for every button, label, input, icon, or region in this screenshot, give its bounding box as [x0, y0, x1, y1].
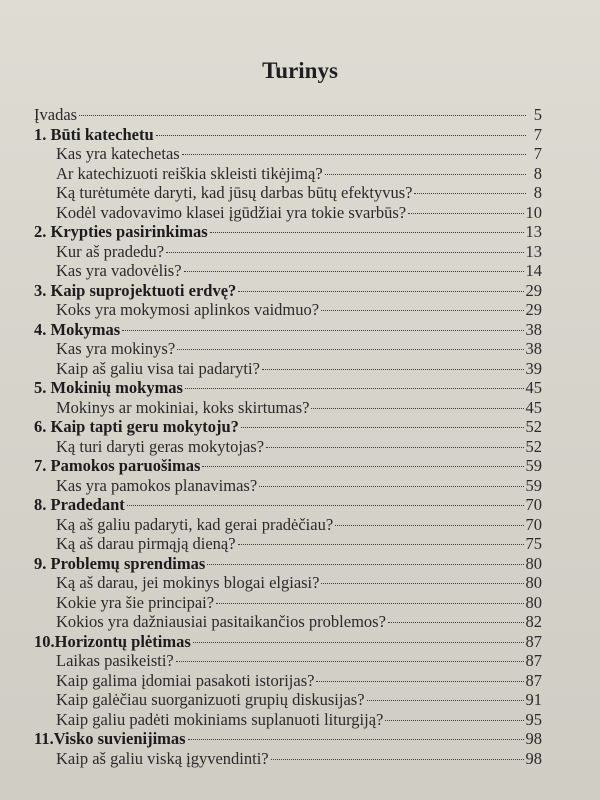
dot-leader	[184, 271, 524, 272]
toc-entry-label: Kokios yra dažniausiai pasitaikančios problemos?	[56, 612, 386, 631]
toc-entry-label: Ką aš darau, jei mokinys blogai elgiasi?	[56, 573, 320, 592]
dot-leader	[367, 700, 524, 701]
dot-leader	[177, 349, 523, 350]
toc-entry-label: Kur aš pradedu?	[56, 241, 165, 261]
toc-page-number: 45	[525, 378, 542, 397]
toc-entry-label: 3. Kaip suprojektuoti erdvę?	[34, 280, 237, 300]
dot-leader	[271, 759, 524, 760]
toc-entry-label: Ką turėtumėte daryti, kad jūsų darbas būtų efektyvus?	[56, 183, 413, 202]
toc-entry-label: 7. Pamokos paruošimas	[34, 456, 201, 475]
toc-page-number: 39	[525, 358, 542, 378]
toc-page-number: 52	[525, 417, 542, 436]
toc-entry-label: Įvadas	[34, 105, 78, 124]
dot-leader	[241, 427, 524, 428]
toc-page-number: 38	[525, 339, 542, 358]
dot-leader	[385, 720, 523, 721]
toc-page-number: 59	[525, 456, 542, 475]
dot-leader	[185, 388, 524, 389]
dot-leader	[166, 252, 523, 253]
toc-entry-label: Ar katechizuoti reiškia skleisti tikėjimą?	[56, 163, 323, 183]
toc-page-number: 8	[533, 163, 542, 183]
dot-leader	[325, 174, 526, 175]
toc-entry-label: Kas yra vadovėlis?	[56, 261, 182, 280]
toc-entry-label: Kas yra mokinys?	[56, 339, 176, 358]
toc-entry-label: Kaip aš galiu visa tai padaryti?	[56, 358, 260, 378]
toc-entry-label: 4. Mokymas	[34, 319, 121, 339]
dot-leader	[79, 115, 526, 116]
dot-leader	[388, 622, 524, 623]
dot-leader	[262, 369, 524, 370]
toc-page-number: 70	[525, 495, 542, 514]
page-title: Turinys	[262, 58, 338, 83]
toc-page-number: 75	[525, 534, 542, 553]
toc-entry-label: Kaip galėčiau suorganizuoti grupių diskusijas?	[56, 690, 365, 709]
toc-page-number: 59	[525, 475, 542, 495]
toc-page-number: 80	[525, 573, 542, 592]
toc-page-number: 87	[525, 670, 542, 690]
toc-page-number: 8	[533, 183, 542, 202]
toc-entry-label: Kodėl vadovavimo klasei įgūdžiai yra tokie svarbūs?	[56, 202, 407, 222]
toc-page-number: 87	[525, 651, 542, 670]
toc-page-number: 98	[525, 729, 542, 748]
toc-page-number: 38	[525, 319, 542, 339]
toc-page-number: 91	[525, 690, 542, 709]
toc-page-number: 95	[525, 709, 542, 729]
dot-leader	[193, 642, 524, 643]
toc-entry-label: Koks yra mokymosi aplinkos vaidmuo?	[56, 300, 320, 319]
toc-entry-label: Kas yra pamokos planavimas?	[56, 475, 258, 495]
dot-leader	[156, 135, 526, 136]
toc-page-number: 98	[525, 748, 542, 768]
toc-page-number: 70	[525, 514, 542, 534]
toc-page-number: 80	[525, 553, 542, 573]
toc-page-number: 7	[533, 144, 542, 163]
dot-leader	[414, 193, 526, 194]
dot-leader	[266, 447, 523, 448]
dot-leader	[202, 466, 523, 467]
toc-entry-label: Kaip aš galiu viską įgyvendinti?	[56, 748, 269, 768]
dot-leader	[176, 661, 524, 662]
toc-page-number: 29	[525, 300, 542, 319]
dot-leader	[316, 681, 523, 682]
toc-page-number: 13	[525, 241, 542, 261]
dot-leader	[321, 583, 523, 584]
toc-entry-label: 10.Horizontų plėtimas	[34, 631, 191, 651]
toc-page-number: 52	[525, 436, 542, 456]
dot-leader	[259, 486, 523, 487]
toc-entry-label: 11.Visko suvienijimas	[34, 729, 186, 748]
toc-page-number: 7	[533, 124, 542, 144]
toc-entry-label: Mokinys ar mokiniai, koks skirtumas?	[56, 397, 310, 417]
dot-leader	[127, 505, 524, 506]
dot-leader	[321, 310, 523, 311]
toc-page-number: 13	[525, 222, 542, 241]
toc-page-number: 87	[525, 631, 542, 651]
toc-entry-label: Ką aš galiu padaryti, kad gerai pradėčiau?	[56, 514, 334, 534]
dot-leader	[335, 525, 523, 526]
toc-entry-label: 9. Problemų sprendimas	[34, 553, 206, 573]
toc-page-number: 5	[533, 105, 542, 124]
dot-leader	[311, 408, 523, 409]
dot-leader	[408, 213, 523, 214]
toc-entry-label: Kas yra katechetas	[56, 144, 180, 163]
dot-leader	[207, 564, 523, 565]
dot-leader	[238, 544, 524, 545]
dot-leader	[216, 603, 523, 604]
toc-entry-label: 1. Būti katechetu	[34, 124, 154, 144]
toc-entry-label: Laikas pasikeisti?	[56, 651, 174, 670]
toc-page-number: 14	[525, 261, 542, 280]
toc-entry-label: Kaip galiu padėti mokiniams suplanuoti liturgiją?	[56, 709, 384, 729]
toc-page-number: 80	[525, 592, 542, 612]
toc-entry-label: 6. Kaip tapti geru mokytoju?	[34, 417, 239, 436]
dot-leader	[238, 291, 523, 292]
toc-entry-label: 8. Pradedant	[34, 495, 125, 514]
toc-page-number: 82	[525, 612, 542, 631]
toc-entry-label: Kaip galima įdomiai pasakoti istorijas?	[56, 670, 315, 690]
toc-entry	[56, 748, 542, 770]
dot-leader	[182, 154, 526, 155]
toc-entry-label: 2. Krypties pasirinkimas	[34, 222, 208, 241]
dot-leader	[122, 330, 523, 331]
toc-entry-label: Kokie yra šie principai?	[56, 592, 215, 612]
toc-entry-label: Ką aš darau pirmąją dieną?	[56, 534, 236, 553]
toc-entry-label: Ką turi daryti geras mokytojas?	[56, 436, 265, 456]
dot-leader	[210, 232, 524, 233]
toc-page-number: 29	[525, 280, 542, 300]
toc-page-number: 10	[525, 202, 542, 222]
dot-leader	[188, 739, 524, 740]
toc-entry-label: 5. Mokinių mokymas	[34, 378, 183, 397]
toc-page-number: 45	[525, 397, 542, 417]
